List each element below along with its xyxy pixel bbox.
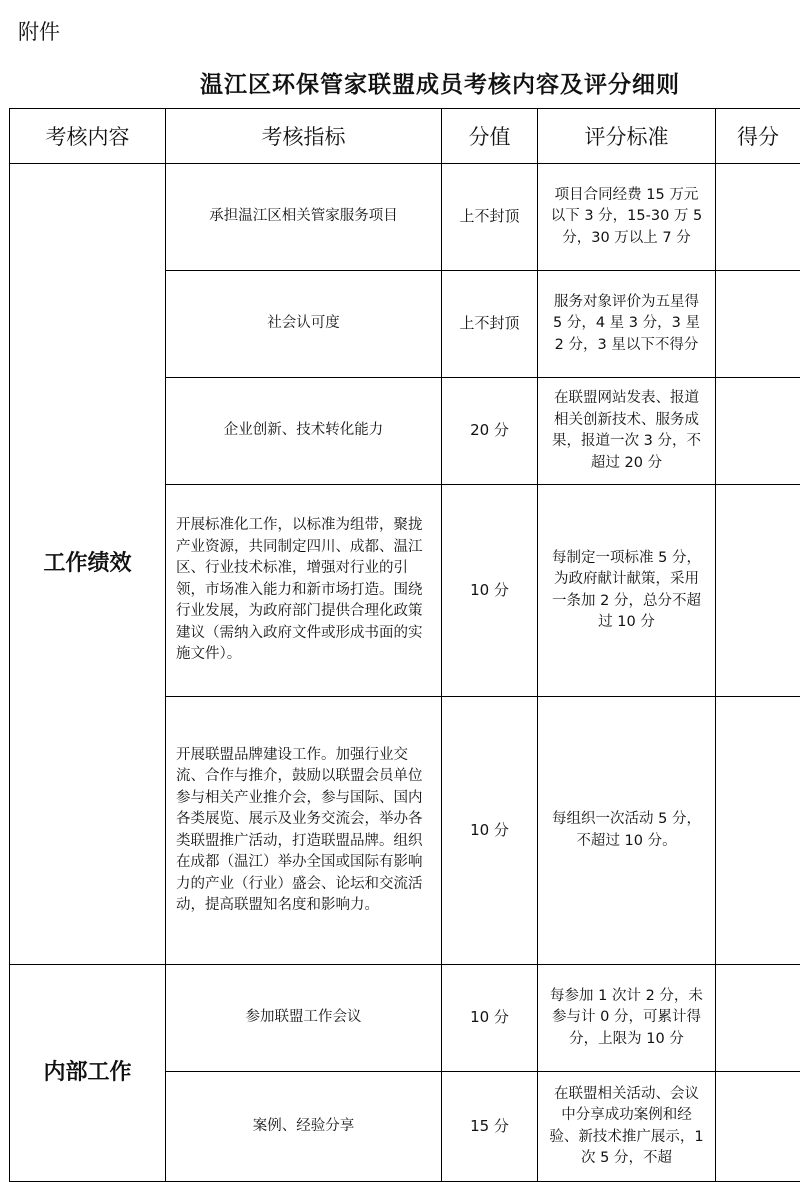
header-category: 考核内容 bbox=[10, 109, 166, 164]
header-criteria: 评分标准 bbox=[538, 109, 716, 164]
criteria-cell: 服务对象评价为五星得 5 分，4 星 3 分，3 星 2 分，3 星以下不得分 bbox=[538, 271, 716, 378]
table-row bbox=[10, 965, 800, 1072]
indicator-cell: 承担温江区相关管家服务项目 bbox=[166, 164, 442, 271]
score-cell: 上不封顶 bbox=[442, 271, 538, 378]
indicator-cell: 开展联盟品牌建设工作。加强行业交流、合作与推介，鼓励以联盟会员单位参与相关产业推介会，参与国际、国内各类展览、展示及业务交流会，举办各类联盟推广活动，打造联盟品牌。组织在成都（温江）举办全国或国际有影响力的产业（行业）盛会、论坛和交流活动，提高联盟知名度和影响力。 bbox=[166, 697, 442, 965]
score-cell: 10 分 bbox=[442, 485, 538, 697]
header-score: 分值 bbox=[442, 109, 538, 164]
indicator-cell: 企业创新、技术转化能力 bbox=[166, 378, 442, 485]
points-cell bbox=[716, 697, 800, 965]
score-cell: 10 分 bbox=[442, 965, 538, 1072]
points-cell bbox=[716, 378, 800, 485]
indicator-cell: 社会认可度 bbox=[166, 271, 442, 378]
category-cell: 内部工作 bbox=[10, 965, 166, 1182]
assessment-table bbox=[9, 108, 800, 1182]
points-cell bbox=[716, 164, 800, 271]
header-indicator: 考核指标 bbox=[166, 109, 442, 164]
criteria-cell: 项目合同经费 15 万元以下 3 分，15-30 万 5 分，30 万以上 7 分 bbox=[538, 164, 716, 271]
score-cell: 10 分 bbox=[442, 697, 538, 965]
document-title: 温江区环保管家联盟成员考核内容及评分细则 bbox=[0, 66, 800, 99]
points-cell bbox=[716, 965, 800, 1072]
criteria-cell: 每组织一次活动 5 分，不超过 10 分。 bbox=[538, 697, 716, 965]
score-cell: 上不封顶 bbox=[442, 164, 538, 271]
indicator-cell: 参加联盟工作会议 bbox=[166, 965, 442, 1072]
score-cell: 15 分 bbox=[442, 1072, 538, 1182]
indicator-cell: 案例、经验分享 bbox=[166, 1072, 442, 1182]
criteria-cell: 在联盟网站发表、报道相关创新技术、服务成果，报道一次 3 分，不超过 20 分 bbox=[538, 378, 716, 485]
points-cell bbox=[716, 1072, 800, 1182]
criteria-cell: 每参加 1 次计 2 分，未参与计 0 分，可累计得分，上限为 10 分 bbox=[538, 965, 716, 1072]
header-points: 得分 bbox=[716, 109, 800, 164]
indicator-cell: 开展标准化工作，以标准为组带，聚拢产业资源，共同制定四川、成都、温江区、行业技术标准，增强对行业的引领，市场准入能力和新市场打造。围绕行业发展，为政府部门提供合理化政策建议（需纳入政府文件或形成书面的实施文件）。 bbox=[166, 485, 442, 697]
points-cell bbox=[716, 485, 800, 697]
header-row bbox=[10, 109, 800, 164]
table-row bbox=[10, 164, 800, 271]
criteria-cell: 在联盟相关活动、会议中分享成功案例和经验、新技术推广展示，1 次 5 分，不超 bbox=[538, 1072, 716, 1182]
score-cell: 20 分 bbox=[442, 378, 538, 485]
attachment-label: 附件 bbox=[18, 16, 60, 46]
category-cell: 工作绩效 bbox=[10, 164, 166, 965]
points-cell bbox=[716, 271, 800, 378]
criteria-cell: 每制定一项标准 5 分，为政府献计献策，采用一条加 2 分，总分不超过 10 分 bbox=[538, 485, 716, 697]
